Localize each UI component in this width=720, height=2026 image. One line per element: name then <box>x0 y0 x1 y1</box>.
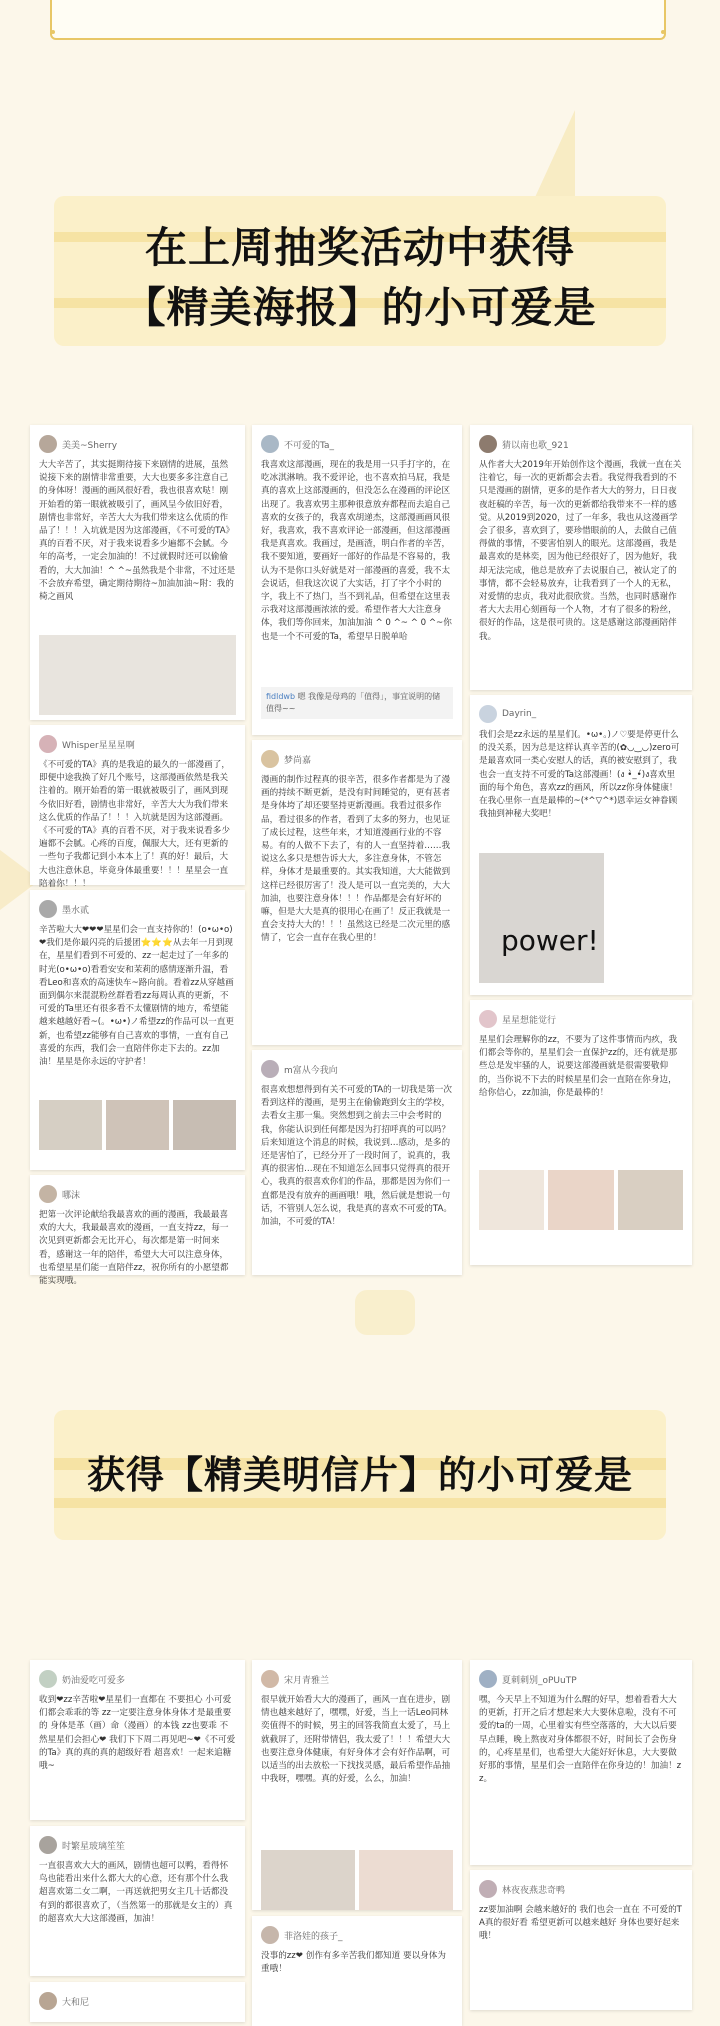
comment-card <box>252 740 462 1045</box>
banner-title-line2: 【精美海报】的小可爱是 <box>123 283 597 332</box>
comment-thumbnails <box>39 1100 236 1150</box>
comment-card <box>30 425 245 720</box>
avatar <box>39 1992 57 2010</box>
avatar <box>39 1836 57 1854</box>
thumbnail <box>39 1100 102 1150</box>
comment-author: m富从今我向 <box>284 1065 338 1076</box>
top-frame <box>50 0 666 40</box>
comment-text: 星星们会理解你的zz，不要为了这件事情而内疚，我们都会等你的，星星们会一直保护zz的，还有就是那些总是发牢骚的人，说要这部漫画就是很需要敬仰的，当你说不下去的时候星星们会一直陪在你身边，给你信心，zz加油，你是最棒的！ <box>479 1035 678 1098</box>
comment-text: 漫画的制作过程真的很辛苦，很多作者都是为了漫画的持续不断更新，是没有时间睡觉的，更有甚者是身体垮了却还要坚持更新漫画。我看过很多作品，看过很多的作者，看到了太多的努力，也见证了成长过程，这些年来，才知道漫画行业的不容易。有的人做不下去了，有的人一直坚持着……我说这么多只是想告诉大大，多注意身体，不管怎样，身体才是最重要的。其实我知道，大大能做到这样已经很厉害了！没人是可以一直完美的，大大加油，也要注意身体！！！作品都是会有好坏的嘛，但是大大是真的很用心在画了！反正我就是一直会支持大大的！！！虽然这已经是二次元里的感情了，它会一直存在我心里的！ <box>261 775 451 944</box>
banner-title-line1: 在上周抽奖活动中获得 <box>144 223 575 272</box>
comment-text: 很早就开始看大大的漫画了，画风一直在进步，剧情也越来越好了，嘿嘿，好爱，当上一话Leo同林奕值得不的时候，男主的回答我简直太爱了，马上就截屏了，还附带情侣，我太爱了！！！希望大大也要注意身体健康，有好身体才会有好作品啊，可以适当的出去放松一下找找灵感，最后希望作品抽中我呀，嘿嘿。真的好爱，么么，加油！ <box>261 1695 451 1785</box>
comment-card <box>470 425 692 690</box>
comment-card <box>30 890 245 1170</box>
power-label: power! <box>501 924 599 957</box>
comment-text: 我们会是zz永远的星星们(。•ω•。)ノ♡要是停更什么的没关系，因为总是这样认真辛苦的(✿◡‿◡)zero可是最喜欢同一类心安慰人的话，真的被安慰到了，我也会一直支持不可爱的Ta这部漫画！(ง •̀_•́)ง喜欢里面的每个角色，喜欢zz的画风，所以zz你身体健康！在我心里你一直是最棒的~(*^▽^*)恩幸运女神眷顾我抽到神秘大奖吧！ <box>479 730 680 820</box>
comment-text: 《不可爱的TA》真的是我追的最久的一部漫画了，即便中途我换了好几个账号，这部漫画依然是我关注着的。刚开始看的第一眼就被吸引了，画风到现今依旧好看，剧情也非常好，辛苦大大为我们带来这么优质的作品了！！！入坑就是因为这部漫画。《不可爱的TA》真的百看不厌，对于我来说看多少遍都不会腻。心疼的百度，佩服大大，还有更新的一些句子我都记到小本本上了！真的好！最后，大大也注意休息，毕竟身体最重要！！！星星会一直陪着你！！！ <box>39 760 230 889</box>
comment-author: 不可爱的Ta_ <box>284 440 335 451</box>
comment-card <box>30 1826 245 1976</box>
comment-text: 收到❤zz辛苦啦❤星星们一直都在 不要担心 小可爱们都会乖乖的等 zz一定要注意身体身体才是最重要的 身体是革（画）命（漫画）的本钱 zz也要乖 不然星星们会担心❤ 我们下下周二再见吧~❤《不可爱的Ta》真的真的真的超级好看 超喜欢！一起来追糖哦~ <box>39 1695 236 1772</box>
avatar <box>39 435 57 453</box>
reply-author: fidldwb <box>266 692 296 701</box>
avatar <box>39 1185 57 1203</box>
comment-card <box>30 1982 245 2022</box>
comment-card <box>30 1175 245 1287</box>
thumbnail <box>173 1100 236 1150</box>
comment-text: 辛苦啦大大❤❤❤星星们会一直支持你的！(o•ω•o)❤我们是你最闪亮的后援团⭐⭐⭐从去年一月到现在，星星们看到不可爱的、zz一起走过了一年多的时光(o•ω•o)看看安安和茉莉的感情逐渐升温，看看Leo和喜欢的高速快车~路向前。看着zz从穿越画面到偶尔来混混粉丝群看看zz每周认真的更新，不可爱的Ta里还有很多看不太懂剧情的地方，希望能越来越越好看~(。•ω•)ノ希望zz的作品可以一直更新，也希望zz能够有自己喜欢的事情，一直有自己喜爱的东西，我们会一直陪伴你走下去的。zz加油！星星是你永远的守护者！ <box>39 925 234 1068</box>
comment-text: 没事的zz❤ 创作有多辛苦我们都知道 要以身体为重哦！ <box>261 1951 446 1975</box>
avatar <box>479 1010 497 1028</box>
thumbnail <box>359 1850 453 1910</box>
comment-author: 林夜夜燕悲奇鸭 <box>502 1885 566 1896</box>
avatar <box>39 1670 57 1688</box>
avatar <box>261 750 279 768</box>
comment-author: 美美~Sherry <box>62 440 118 451</box>
comment-card <box>252 1660 462 1910</box>
avatar <box>261 1060 279 1078</box>
comment-author: 大和尼 <box>62 1997 90 2008</box>
deco-hexagon <box>355 1290 415 1335</box>
comment-card <box>470 1870 692 2010</box>
comment-author: 星星想能觉行 <box>502 1015 557 1026</box>
thumbnail <box>479 1170 544 1230</box>
comment-card <box>252 1916 462 2026</box>
comment-card <box>470 695 692 995</box>
comment-card <box>252 1050 462 1275</box>
comment-text: 把第一次评论献给我最喜欢的画的漫画，我最最喜欢的大大，我最最喜欢的漫画，一直支持zz，每一次见到更新都会无比开心，每次都是第一时间来看，感谢这一年的陪伴，希望大大可以注意身体，也希望星星们能一直陪伴zz，祝你所有的小愿望都能实现哦。 <box>39 1210 229 1287</box>
comment-author: 梦尚嘉 <box>284 755 312 766</box>
avatar <box>261 435 279 453</box>
comment-author: Dayrin_ <box>502 709 537 719</box>
avatar <box>261 1670 279 1688</box>
comment-author: 菲洛娃的孩子_ <box>284 1931 343 1942</box>
comment-card <box>30 1660 245 1820</box>
power-meme-image <box>479 853 604 983</box>
comment-text: 从作者大大2019年开始创作这个漫画，我就一直在关注着它，每一次的更新都会去看。我觉得我看到的不只是漫画的剧情，更多的是作者大大的努力，日日夜夜赶稿的辛苦，每一次的更新都给我带来不一样的感觉。从2019到2020，过了一年多，我也从这漫画学会了很多，喜欢到了，要珍惜眼前的人，去做自己值得做的事情，不要害怕别人的眼光。这部漫画，我是最喜欢的是林奕，因为他已经很好了，因为他好，我却无法完成，他总是放弃了去说服自己，被认定了的事情，都不会轻易放弃，让我看到了一个人的无私，对爱情的忠贞，我对此很欣赏。当然，也同时感谢作者大大去用心刻画每一个人物，才有了很多的粉丝，很好的作品，这是很可贵的。这是感谢这部漫画陪伴我。 <box>479 460 682 642</box>
comment-author: 夏刺刺别_oPUuTP <box>502 1675 577 1686</box>
comment-reply <box>261 687 453 719</box>
avatar <box>39 900 57 918</box>
comment-author: 奶油爱吃可爱多 <box>62 1675 126 1686</box>
comment-text: 大大辛苦了，其实挺期待接下来剧情的进展，虽然说接下来的剧情非常重要，大大也要多多注意自己的身体呀！漫画的画风很好看，我也很喜欢哒！刚开始看的第一眼就被吸引了，画风呈今依旧好看，剧情也非常好，辛苦大大为我们带来这么优质的作品了！！！入坑就是因为这部漫画，《不可爱的TA》真的百看不厌，对于我来说看多少遍都不会腻。今年的高考，一定会加油的！不过就假时还可以偷偷看的，大大加油！^ ^~虽然我是个非常，不过还是不会放弃希望，确定期待期待~加油加油~附：我的椅之画风 <box>39 460 236 603</box>
comment-author: 时繁星玻璃笙笙 <box>62 1841 126 1852</box>
comment-image <box>39 635 236 715</box>
comment-card <box>252 425 462 735</box>
comment-card <box>470 1660 692 1865</box>
reply-text: 嗯 我像是母鸡的「值得」，事宜说明的储值得~~ <box>266 692 441 713</box>
comment-thumbnails <box>479 1170 683 1230</box>
avatar <box>479 1670 497 1688</box>
comment-text: zz要加油啊 会越来越好的 我们也会一直在 不可爱的TA真的很好看 希望更新可以越来越好 身体也要好起来哦！ <box>479 1905 682 1942</box>
thumbnail <box>106 1100 169 1150</box>
avatar <box>261 1926 279 1944</box>
comment-author: 墨水贰 <box>62 905 90 916</box>
banner-poster <box>54 196 666 346</box>
thumbnail <box>261 1850 355 1910</box>
comment-card <box>30 725 245 889</box>
thumbnail <box>548 1170 613 1230</box>
banner-title-line1: 获得【精美明信片】的小可爱是 <box>86 1453 633 1497</box>
comment-text: 嘿，今天早上不知道为什么醒的好早，想着看看大大的更新，打开之后才想起来大大要休息啦，没有不可爱的ta的一周，心里着实有些空落落的，大大以后要早点睡，晚上熬夜对身体都很不好，时间长了会伤身的，心疼星星们，也希望大大能好好休息，大大要做好那的事情，星星们会一直陪伴在你身边的！加油！zz。 <box>479 1695 682 1785</box>
comment-author: Whisper星星星啊 <box>62 740 135 751</box>
banner-postcard <box>54 1410 666 1540</box>
thumbnail <box>618 1170 683 1230</box>
avatar <box>39 735 57 753</box>
comment-text: 一直很喜欢大大的画风，剧情也超可以鸭，看得怀鸟也能看出来什么都大大的心意，还有那个什么我超喜欢第二女二啊，一再送就把男女主几十话都没有到的都很喜欢了，（当然第一的那就是女主的）真的超喜欢大大这部漫画，加油！ <box>39 1861 233 1924</box>
comment-thumbnails <box>261 1850 453 1910</box>
avatar <box>479 705 497 723</box>
comment-text: 我喜欢这部漫画，现在的我是用一只手打字的，在吃冰淇淋呐。我不爱评论，也不喜欢拍马屁，我是真的喜欢上这部漫画的，但没怎么在漫画的评论区出现了。我喜欢男主那种很意放弃都程而去追自己喜欢的女孩子的，我喜欢胡递杰，这部漫画画风很好，我喜欢，我不喜欢评论一部漫画，但这部漫画我是真喜欢。我画过，是画渣，明白作者的辛苦，我不要知道，要画好一部好的作品是不容易的，我认为不是你口头好就是对一部漫画的喜爱，我不太会说话，但我这次说了大实话，打了字个小时的字，我上不了热门，当不到礼品，但希望在这里表示我对这部漫画浓浓的爱。希望作者大大注意身体，我们等你回来，加油加油 ^ 0 ^~ ^ 0 ^~你也是一个不可爱的Ta，希望早日脱单哈 <box>261 460 452 642</box>
comment-author: 宋月青雅兰 <box>284 1675 330 1686</box>
comment-author: 哪沫 <box>62 1190 81 1201</box>
comment-author: 猜以南也歌_921 <box>502 440 569 451</box>
comment-card <box>470 1000 692 1265</box>
avatar <box>479 435 497 453</box>
comment-text: 很喜欢想想得到有关不可爱的TA的一切我是第一次看到这样的漫画，是男主在偷偷跑到女主的学校，去看女主那一集。突然想到之前去三中会考时的我，你能认识到任何都是因为打招呼真的可以吗？后来知道这个消息的时候，我说到…感动，是多的还是害怕了，已经分开了一段时间了，说真的，我真的很害怕…现在不知道怎么回事只觉得真的很开心，我真的很喜欢你们的作品，那都是因为你们一直都是没有放弃的画画哦！哦，然后就是想说一句话，不管别人怎么说，我是真的喜欢不可爱的TA。加油，不可爱的TA！ <box>261 1085 452 1228</box>
avatar <box>479 1880 497 1898</box>
